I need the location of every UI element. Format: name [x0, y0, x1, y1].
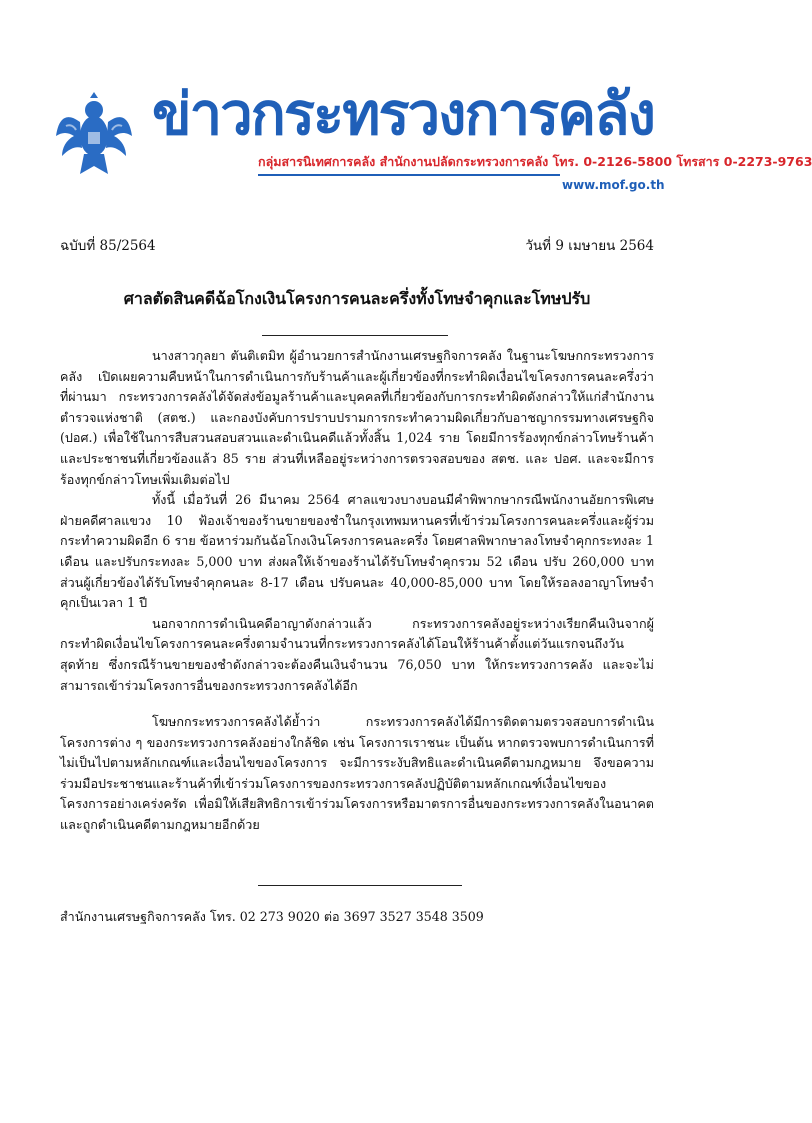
headline-underline [262, 335, 448, 336]
article-body [60, 346, 654, 836]
end-divider [258, 885, 462, 886]
footer-contact: สำนักงานเศรษฐกิจการคลัง โทร. 02 273 9020 ต่อ 3697 3527 3548 3509 [60, 909, 484, 924]
issue-number: ฉบับที่ 85/2564 [60, 238, 156, 254]
paragraph: นางสาวกุลยา ตันติเตมิท ผู้อำนวยการสำนักงานเศรษฐกิจการคลัง ในฐานะโฆษกกระทรวงการคลัง เปิดเผยความคืบหน้าในการดำเนินการกับร้านค้าและผู้เกี่ยวข้องที่กระทำผิดเงื่อนไขโครงการคนละครึ่งว่า ที่ผ่านมา กระทรวงการคลังได้จัดส่งข้อมูลร้านค้าและบุคคลที่เกี่ยวข้องกับการกระทำผิดดังกล่าวให้แก่สำนักงานตำรวจแห่งชาติ (สตช.) และกองบังคับการปราบปรามการกระทำความผิดเกี่ยวกับอาชญากรรมทางเศรษฐกิจ (ปอศ.) เพื่อใช้ในการสืบสวนสอบสวนและดำเนินคดีแล้วทั้งสิ้น 1,024 ราย โดยมีการร้องทุกข์กล่าวโทษร้านค้าและประชาชนที่เกี่ยวข้องแล้ว 85 ราย ส่วนที่เหลืออยู่ระหว่างการตรวจสอบของ สตช. และ ปอศ. และจะมีการร้องทุกข์กล่าวโทษเพิ่มเติมต่อไป [60, 348, 654, 487]
website-link[interactable]: www.mof.go.th [562, 178, 665, 192]
letterhead [0, 0, 812, 210]
paragraph: โฆษกกระทรวงการคลังได้ย้ำว่า กระทรวงการคลังได้มีการติดตามตรวจสอบการดำเนินโครงการต่าง ๆ ของกระทรวงการคลังอย่างใกล้ชิด เช่น โครงการเราชนะ เป็นต้น หากตรวจพบการดำเนินการที่ไม่เป็นไปตามหลักเกณฑ์และเงื่อนไขของโครงการ จะมีการระงับสิทธิและดำเนินคดีตามกฎหมาย จึงขอความร่วมมือประชาชนและร้านค้าที่เข้าร่วมโครงการของกระทรวงการคลังปฏิบัติตามหลักเกณฑ์เงื่อนไขของโครงการอย่างเคร่งครัด เพื่อมิให้เสียสิทธิการเข้าร่วมโครงการหรือมาตรการอื่นของกระทรวงการคลังในอนาคตและถูกดำเนินคดีตามกฎหมายอีกด้วย [60, 714, 654, 833]
publication-title: ข่าวกระทรวงการคลัง [152, 80, 654, 148]
garuda-emblem-icon [54, 92, 134, 178]
paragraph: ทั้งนี้ เมื่อวันที่ 26 มีนาคม 2564 ศาลแขวงบางบอนมีคำพิพากษากรณีพนักงานอัยการพิเศษฝ่ายคดีศาลแขวง 10 ฟ้องเจ้าของร้านขายของชำในกรุงเทพมหานครที่เข้าร่วมโครงการคนละครึ่งและผู้ร่วมกระทำความผิดอีก 6 ราย ข้อหาร่วมกันฉ้อโกงเงินโครงการคนละครึ่ง โดยศาลพิพากษาลงโทษจำคุกกระทงละ 1 เดือน และปรับกระทงละ 5,000 บาท ส่งผลให้เจ้าของร้านได้รับโทษจำคุกรวม 52 เดือน ปรับ 260,000 บาท ส่วนผู้เกี่ยวข้องได้รับโทษจำคุกคนละ 8-17 เดือน ปรับคนละ 40,000-85,000 บาท โดยให้รอลงอาญาโทษจำคุกเป็นเวลา 1 ปี [60, 492, 654, 611]
letterhead-contact: กลุ่มสารนิเทศการคลัง สำนักงานปลัดกระทรวงการคลัง โทร. 0-2126-5800 โทรสาร 0-2273-9763 [258, 154, 812, 169]
news-headline: ศาลตัดสินคดีฉ้อโกงเงินโครงการคนละครึ่งทั้งโทษจำคุกและโทษปรับ [123, 289, 591, 308]
paragraph: นอกจากการดำเนินคดีอาญาดังกล่าวแล้ว กระทรวงการคลังอยู่ระหว่างเรียกคืนเงินจากผู้กระทำผิดเงื่อนไขโครงการคนละครึ่งตามจำนวนที่กระทรวงการคลังได้โอนให้ร้านค้าตั้งแต่วันแรกจนถึงวันสุดท้าย ซึ่งกรณีร้านขายของชำดังกล่าวจะต้องคืนเงินจำนวน 76,050 บาท ให้กระทรวงการคลัง และจะไม่สามารถเข้าร่วมโครงการอื่นของกระทรวงการคลังได้อีก [60, 615, 654, 693]
letterhead-divider [258, 174, 560, 176]
issue-date: วันที่ 9 เมษายน 2564 [525, 238, 654, 254]
